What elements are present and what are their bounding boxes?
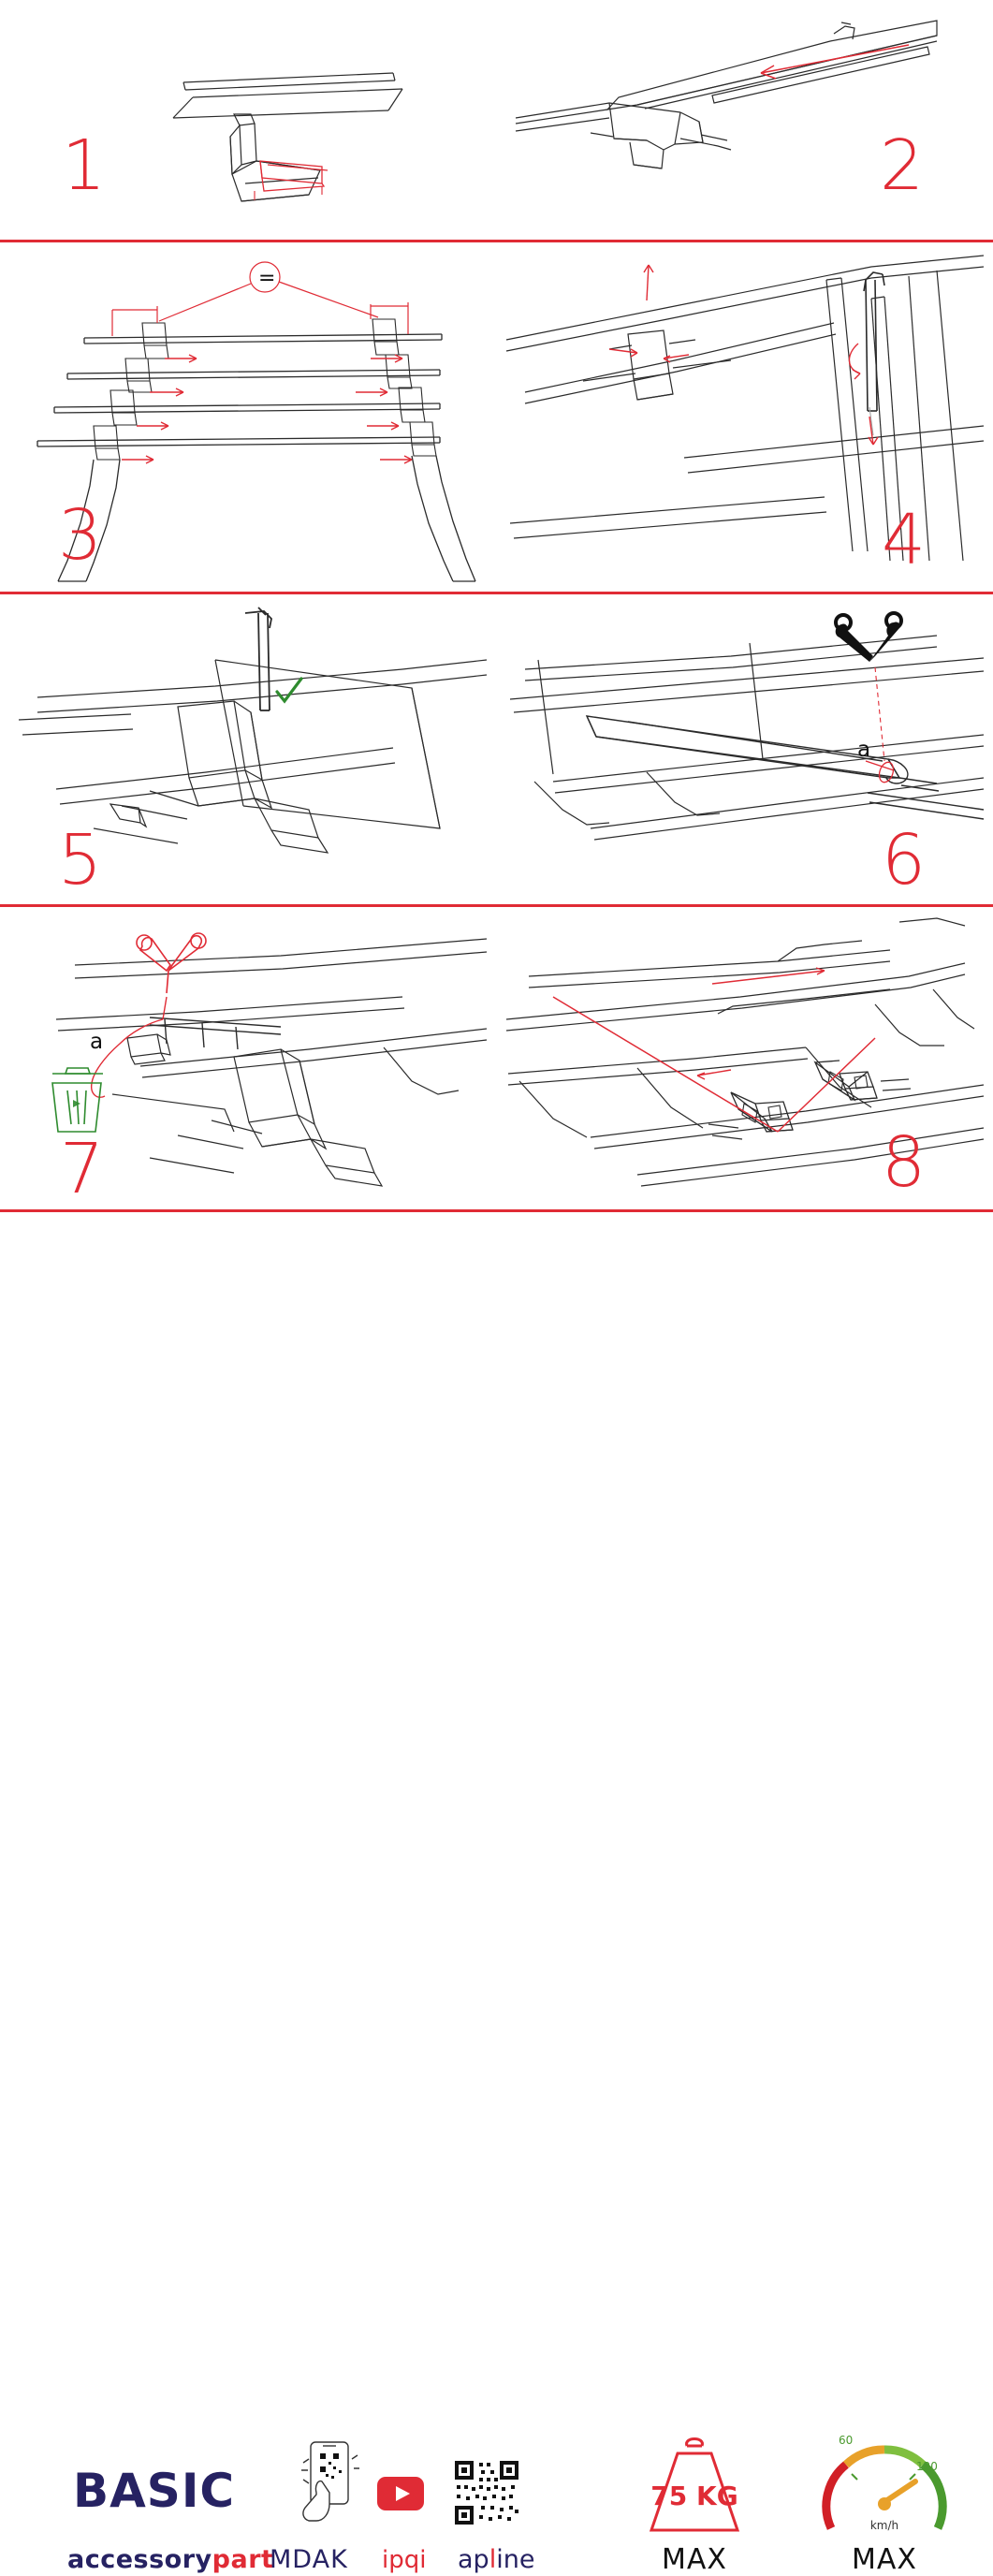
equals-symbol: = <box>258 267 276 290</box>
step-2-number: 2 <box>880 125 925 206</box>
step-4-number: 4 <box>882 500 927 580</box>
part-label-a-step7: a <box>90 1030 104 1054</box>
speed-limit-caption: MAX <box>852 2543 917 2576</box>
step-7-number: 7 <box>60 1129 105 1209</box>
step-6-number: 6 <box>882 820 927 900</box>
logo-apline-text-first: ap <box>458 2545 489 2574</box>
logo-mdak-text-accent: A <box>312 2545 331 2574</box>
brand-basic-logo: BASIC <box>73 2464 236 2518</box>
footer <box>0 1212 993 2576</box>
logo-apline-text-accent: l <box>489 2545 497 2574</box>
step-5-number: 5 <box>58 820 103 900</box>
brand-accessory-text: accessory <box>67 2545 212 2574</box>
step-8-number: 8 <box>882 1122 927 1203</box>
logo-mdak-text-first: MD <box>270 2545 313 2574</box>
weight-limit-value: 75 KG <box>650 2481 738 2511</box>
brand-part-text: part <box>212 2545 274 2574</box>
logo-apline <box>458 2545 534 2574</box>
qr-code-icon[interactable] <box>453 2459 520 2526</box>
part-label-a-step6: a <box>857 738 871 762</box>
brand-accessorypart-logo <box>67 2545 273 2574</box>
phone-scan-icon <box>298 2438 361 2528</box>
logo-mdak-text-last: K <box>330 2545 348 2574</box>
gauge-tick-120: 120 <box>916 2460 938 2473</box>
logo-mdak <box>270 2545 348 2574</box>
step-3-number: 3 <box>58 495 103 576</box>
logo-apline-text-last: ine <box>496 2545 535 2574</box>
logo-ipqi: ipqi <box>382 2546 427 2574</box>
youtube-icon[interactable] <box>376 2476 425 2511</box>
gauge-unit-label: km/h <box>869 2519 899 2532</box>
step-1-number: 1 <box>62 125 107 206</box>
weight-limit-caption: MAX <box>662 2543 727 2576</box>
gauge-tick-60: 60 <box>839 2434 854 2447</box>
